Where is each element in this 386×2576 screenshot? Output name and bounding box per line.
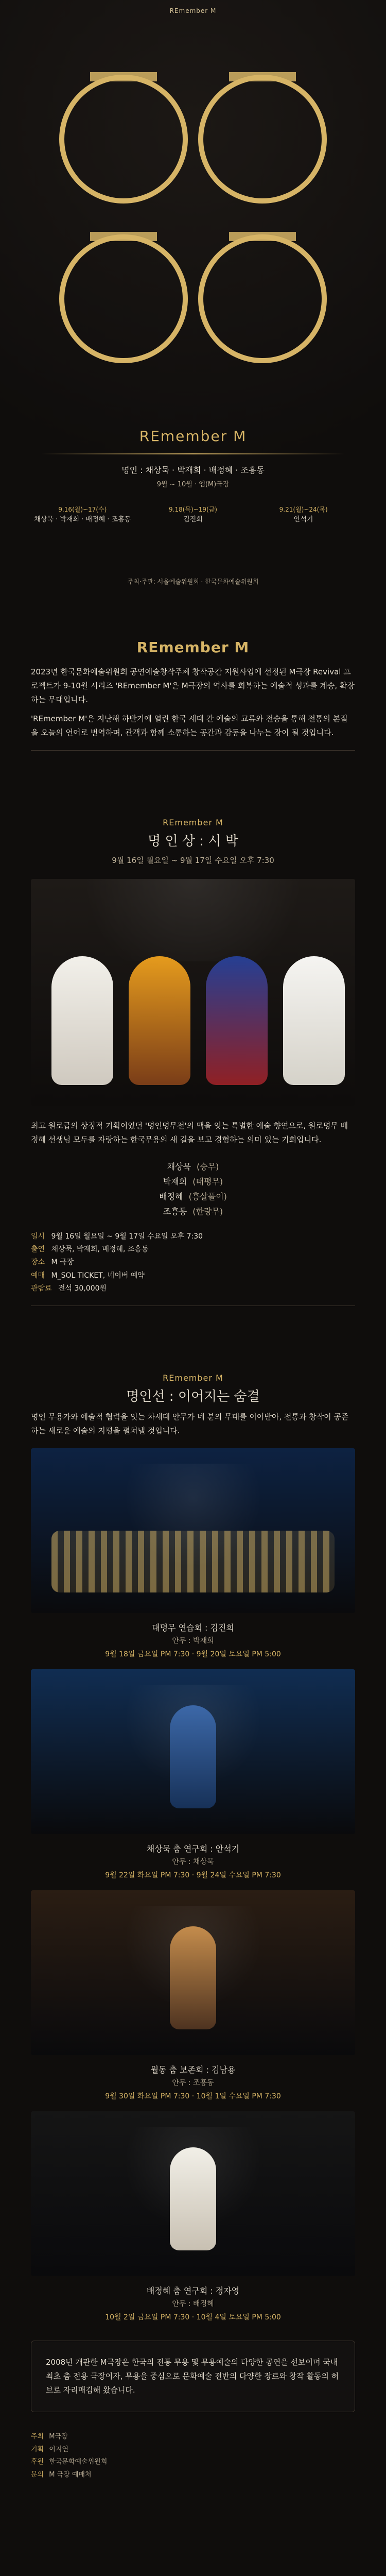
credit-row	[31, 2431, 355, 2444]
lineup-name: 채상묵 · 박재희 · 배정혜 · 조흥동	[34, 516, 131, 523]
stage-crowd	[51, 1531, 335, 1592]
stage-dancer	[170, 2147, 216, 2250]
show2-big: 명인선 : 이어지는 숨결	[126, 1388, 260, 1404]
caption-sub: 안무 : 박재희	[172, 1636, 214, 1645]
info-label: 장소	[31, 1258, 45, 1267]
info-label: 관람료	[31, 1284, 52, 1293]
hero-program	[36, 464, 350, 488]
cast-row	[31, 1160, 355, 1172]
stage-photo-3	[31, 1890, 355, 2055]
show1-info	[31, 1230, 355, 1295]
hero-ring-4	[201, 237, 324, 361]
hero-badge: REmember M	[169, 7, 217, 14]
hero-deco-2	[229, 72, 296, 81]
lineup-name: 안석기	[293, 516, 313, 523]
lineup-date: 9.16(월)~17(수)	[58, 506, 107, 513]
stage-photo-2	[31, 1669, 355, 1834]
hero-deco-3	[90, 232, 157, 241]
hero-deco-1	[90, 72, 157, 81]
show2-desc: 명인 무용가와 예술적 협력을 잇는 차세대 안무가 네 분의 무대를 이어받아, 전통과 창작이 공존하는 새로운 예술의 지평을 펼쳐낼 것입니다.	[31, 1412, 349, 1435]
show2-small: REmember M	[163, 1372, 223, 1383]
hero-title-art	[46, 31, 340, 422]
stage-caption-1	[31, 1621, 355, 1659]
credit-label: 기획	[31, 2445, 44, 2453]
caption-dates: 9월 18일 금요일 PM 7:30 · 9월 20일 토요일 PM 5:00	[105, 1650, 281, 1658]
credit-value: M극장	[49, 2432, 68, 2441]
closing-text: 2008년 개관한 M극장은 한국의 전통 무용 및 무용예술의 다양한 공연을 선보이며 국내 최초 춤 전용 극장이자, 무용을 중심으로 문화예술 전반의 다양한 장르와 창작 활동의 허브로 자리매김해 왔습니다.	[46, 2357, 339, 2395]
credit-value: 이지연	[49, 2445, 68, 2453]
show1-title-block	[31, 818, 355, 866]
info-label: 예매	[31, 1271, 45, 1280]
stage-caption-3	[31, 2063, 355, 2101]
credit-row	[31, 2444, 355, 2456]
show1-photo	[31, 879, 355, 1106]
cast-role: (한량무)	[192, 1207, 223, 1216]
intro-title: REmember M	[136, 639, 250, 656]
section-divider	[31, 750, 355, 751]
intro-paragraph-1: 2023년 한국문화예술위원회 공연예술창작주체 창작공간 지원사업에 선정된 M극장 Revival 프로젝트가 9-10월 시리즈 'REmember M'은 M극장의 역사를 회복하는 예술적 성과를 계승, 확장하는 무대입니다.	[31, 667, 355, 704]
info-row	[31, 1230, 355, 1243]
lineup-item	[252, 505, 355, 523]
hero-lineup	[31, 505, 355, 523]
caption-sub: 안무 : 채상묵	[172, 1857, 214, 1866]
program-line: 명인 : 채상묵 · 박재희 · 배정혜 · 조흥동	[121, 465, 265, 475]
stage-dancer	[170, 1705, 216, 1808]
caption-dates: 9월 22일 화요일 PM 7:30 · 9월 24일 수요일 PM 7:30	[105, 1871, 281, 1879]
lineup-item	[142, 505, 245, 523]
info-value: 9월 16일 월요일 ~ 9월 17일 수요일 오후 7:30	[51, 1232, 203, 1241]
caption-dates: 9월 30일 화요일 PM 7:30 · 10월 1일 수요일 PM 7:30	[105, 2092, 281, 2100]
photo-glow	[31, 879, 355, 961]
show1-desc: 최고 원로급의 상징적 기획이었던 '명인명무전'의 맥을 잇는 특별한 예술 향연으로, 원로명무 배정혜 선생님 모두를 자랑하는 한국무용의 새 길을 보고 경험하는 의미 있는 기회입니다.	[31, 1121, 348, 1144]
stage-dancer	[170, 1926, 216, 2029]
hero-ring-1	[62, 77, 185, 201]
cast-name: 배정혜	[159, 1192, 183, 1201]
intro-section	[0, 618, 386, 782]
cast-name: 채상묵	[167, 1162, 191, 1172]
hero-ring-3	[62, 237, 185, 361]
program-sub: 9월 ~ 10월 · 엠(M)극장	[156, 481, 230, 488]
show1-date: 9월 16일 월요일 ~ 9월 17일 수요일 오후 7:30	[112, 856, 274, 865]
cast-name: 조흥동	[163, 1207, 187, 1216]
credit-row	[31, 2469, 355, 2482]
dancer-figure-3	[206, 956, 268, 1085]
credit-label: 주최	[31, 2432, 44, 2441]
lineup-item	[31, 505, 134, 523]
stage-photo-4	[31, 2111, 355, 2276]
hero-footnote: 주최·주관: 서울예술위원회 · 한국문화예술위원회	[127, 578, 259, 585]
caption-sub: 안무 : 조흥동	[172, 2078, 214, 2087]
caption-sub: 안무 : 배정혜	[172, 2299, 214, 2308]
lineup-date: 9.18(목)~19(금)	[169, 506, 217, 513]
stage-caption-2	[31, 1842, 355, 1880]
show1-big: 명 인 상 : 시 박	[148, 834, 238, 849]
info-row	[31, 1282, 355, 1295]
credit-value: M 극장 예매처	[49, 2471, 92, 2479]
hero-divider	[41, 453, 345, 454]
caption-title: 채상묵 춤 연구회 : 안석기	[146, 1843, 240, 1854]
cast-row	[31, 1175, 355, 1187]
cast-role: (승무)	[197, 1162, 219, 1172]
hero-deco-4	[229, 232, 296, 241]
hero	[0, 0, 386, 618]
cast-row	[31, 1205, 355, 1217]
show2-gallery	[31, 1448, 355, 2322]
info-value: 채상묵, 박재희, 배정혜, 조흥동	[51, 1245, 149, 1254]
show1-cast	[31, 1160, 355, 1217]
credits	[31, 2431, 355, 2482]
credit-label: 문의	[31, 2471, 44, 2479]
caption-title: 배정혜 춤 연구회 : 정자영	[146, 2285, 240, 2296]
dancer-figure-1	[51, 956, 113, 1085]
info-value: M 극장	[51, 1258, 74, 1267]
show2-title-block	[31, 1373, 355, 1405]
caption-title: 대명무 연습회 : 김진희	[152, 1622, 234, 1633]
credit-label: 후원	[31, 2458, 44, 2466]
caption-dates: 10월 2일 금요일 PM 7:30 · 10월 4일 토요일 PM 5:00	[105, 2313, 281, 2321]
dancer-figure-2	[129, 956, 190, 1085]
cast-name: 박재희	[163, 1177, 187, 1187]
info-label: 출연	[31, 1245, 45, 1254]
info-value: 전석 30,000원	[58, 1284, 107, 1293]
credit-row	[31, 2456, 355, 2469]
stage-photo-1	[31, 1448, 355, 1613]
credit-value: 한국문화예술위원회	[49, 2458, 108, 2466]
cast-row	[31, 1190, 355, 1202]
caption-title: 월동 춤 보존회 : 김남용	[150, 2064, 236, 2075]
lineup-name: 김진희	[183, 516, 203, 523]
cast-role: (태평무)	[192, 1177, 223, 1187]
info-row	[31, 1243, 355, 1256]
closing-box	[31, 2341, 355, 2412]
stage-caption-4	[31, 2284, 355, 2322]
hero-brand: REmember M	[139, 428, 247, 445]
show2-section	[0, 1337, 386, 2502]
info-label: 일시	[31, 1232, 45, 1241]
lineup-date: 9.21(월)~24(목)	[279, 506, 328, 513]
hero-ring-2	[201, 77, 324, 201]
info-row	[31, 1269, 355, 1282]
intro-paragraph-2: 'REmember M'은 지난해 하반기에 열린 한국 세대 간 예술의 교류와 전승을 통해 전통의 본질을 오늘의 언어로 번역하며, 관객과 함께 소통하는 공간과 감동을 나누는 장이 될 것입니다.	[31, 714, 348, 737]
dancer-figure-4	[283, 956, 345, 1085]
info-value: M_SOL TICKET, 네이버 예약	[51, 1271, 145, 1280]
info-row	[31, 1256, 355, 1269]
show1-section	[0, 782, 386, 1337]
show1-small: REmember M	[163, 818, 223, 827]
cast-role: (흥살풀이)	[188, 1192, 227, 1201]
